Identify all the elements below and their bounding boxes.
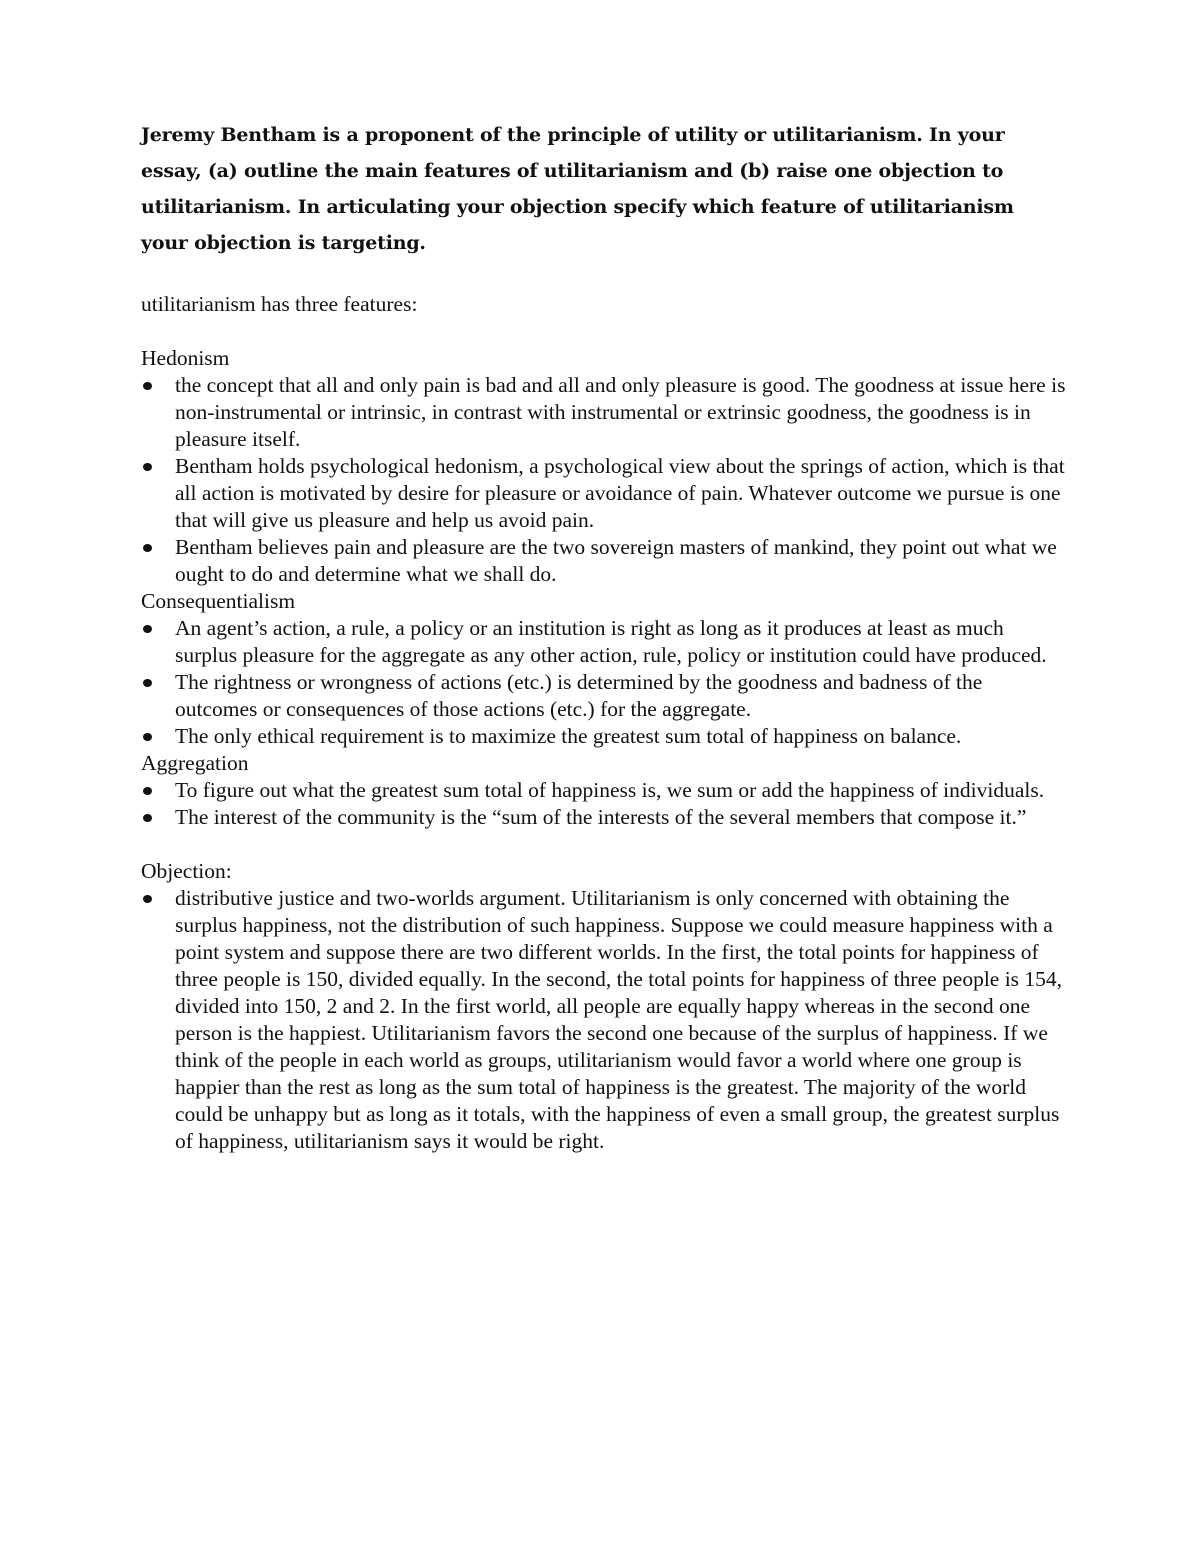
bullet-icon bbox=[143, 787, 152, 795]
section-heading-aggregation: Aggregation bbox=[141, 751, 249, 775]
list-item bbox=[141, 372, 1066, 453]
list-item-text: The interest of the community is the “sum of the interests of the several members that compose it.” bbox=[175, 805, 1027, 829]
section-heading-objection: Objection: bbox=[141, 859, 232, 883]
hedonism-list bbox=[141, 372, 1066, 588]
bullet-icon bbox=[143, 895, 152, 903]
document-page bbox=[141, 117, 1066, 1155]
objection-list bbox=[141, 885, 1066, 1155]
essay-prompt: Jeremy Bentham is a proponent of the principle of utility or utilitarianism. In your essay, (a) outline the main features of utilitarianism and (b) raise one objection to utilitarianism. In articulating your objection specify which feature of utilitarianism your objection is targeting. bbox=[141, 124, 1014, 254]
list-item-text: To figure out what the greatest sum total of happiness is, we sum or add the happiness of individuals. bbox=[175, 778, 1045, 802]
aggregation-list bbox=[141, 777, 1066, 831]
list-item bbox=[141, 885, 1066, 1155]
list-item-text: The only ethical requirement is to maximize the greatest sum total of happiness on balance. bbox=[175, 724, 962, 748]
bullet-icon bbox=[143, 625, 152, 633]
bullet-icon bbox=[143, 679, 152, 687]
list-item bbox=[141, 615, 1066, 669]
bullet-icon bbox=[143, 733, 152, 741]
consequentialism-list bbox=[141, 615, 1066, 750]
list-item-text: distributive justice and two-worlds argument. Utilitarianism is only concerned with obtaining the surplus happiness, not the distribution of such happiness. Suppose we could measure happiness with a point system and suppose there are two different worlds. In the first, the total points for happiness of three people is 150, divided equally. In the second, the total points for happiness of three people is 154, divided into 150, 2 and 2. In the first world, all people are equally happy whereas in the second one person is the happiest. Utilitarianism favors the second one because of the surplus of happiness. If we think of the people in each world as groups, utilitarianism would favor a world where one group is happier than the rest as long as the sum total of happiness is the greatest. The majority of the world could be unhappy but as long as it totals, with the happiness of even a small group, the greatest surplus of happiness, utilitarianism says it would be right. bbox=[175, 886, 1063, 1153]
list-item bbox=[141, 534, 1066, 588]
list-item bbox=[141, 453, 1066, 534]
intro-text: utilitarianism has three features: bbox=[141, 292, 418, 316]
bullet-icon bbox=[143, 463, 152, 471]
bullet-icon bbox=[143, 544, 152, 552]
list-item bbox=[141, 777, 1066, 804]
list-item-text: Bentham believes pain and pleasure are the two sovereign masters of mankind, they point out what we ought to do and determine what we shall do. bbox=[175, 535, 1057, 586]
bullet-icon bbox=[143, 814, 152, 822]
list-item bbox=[141, 723, 1066, 750]
list-item-text: Bentham holds psychological hedonism, a psychological view about the springs of action, which is that all action is motivated by desire for pleasure or avoidance of pain. Whatever outcome we pursue is one that will give us pleasure and help us avoid pain. bbox=[175, 454, 1065, 532]
list-item-text: An agent’s action, a rule, a policy or an institution is right as long as it produces at least as much surplus pleasure for the aggregate as any other action, rule, policy or institution could have produced. bbox=[175, 616, 1047, 667]
list-item-text: the concept that all and only pain is bad and all and only pleasure is good. The goodness at issue here is non-instrumental or intrinsic, in contrast with instrumental or extrinsic goodness, the goodness is in pleasure itself. bbox=[175, 373, 1066, 451]
section-heading-hedonism: Hedonism bbox=[141, 346, 230, 370]
section-heading-consequentialism: Consequentialism bbox=[141, 589, 296, 613]
list-item-text: The rightness or wrongness of actions (etc.) is determined by the goodness and badness of the outcomes or consequences of those actions (etc.) for the aggregate. bbox=[175, 670, 983, 721]
bullet-icon bbox=[143, 382, 152, 390]
list-item bbox=[141, 669, 1066, 723]
list-item bbox=[141, 804, 1066, 831]
